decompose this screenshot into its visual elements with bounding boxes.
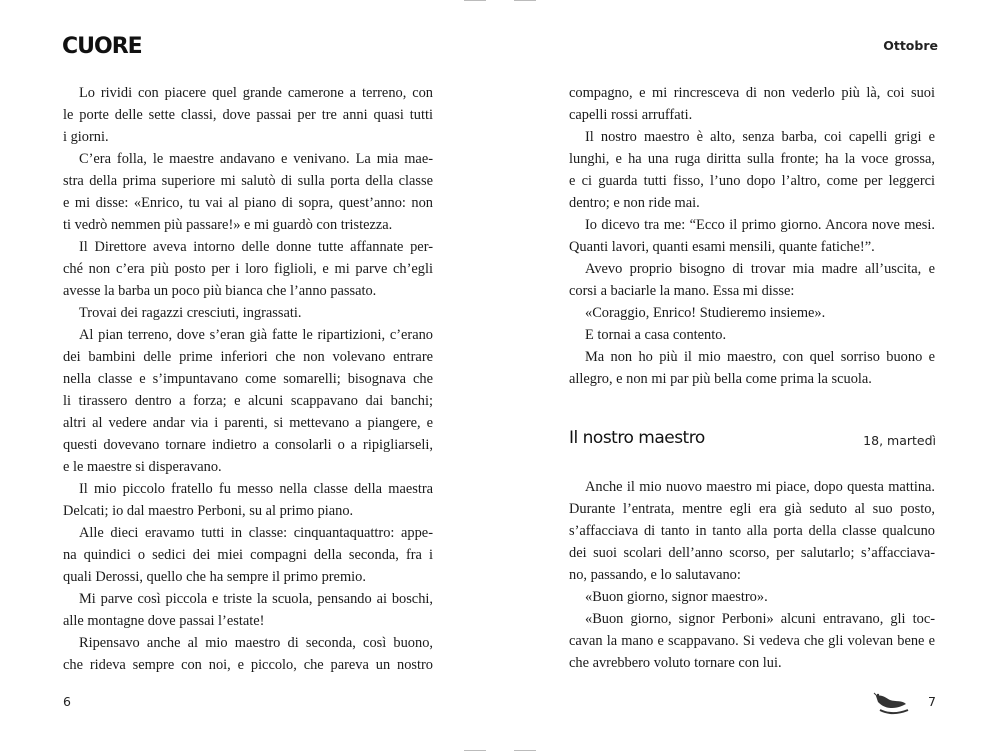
text-line: li tirassero dentro a forza; e alcuni scappavano dai banchi; bbox=[63, 393, 433, 409]
page-number-left: 6 bbox=[63, 694, 71, 709]
text-line: Al pian terreno, dove s’eran già fatte le ripartizioni, c’erano bbox=[79, 327, 433, 343]
text-line: dei suoi scolari dell’anno scorso, per salutarlo; s’affacciava- bbox=[569, 545, 935, 561]
book-logo: CUORE bbox=[62, 34, 142, 59]
text-line: e mi disse: «Enrico, tu vai al piano di sopra, quest’anno: non bbox=[63, 195, 433, 211]
text-line: «Buon giorno, signor Perboni» alcuni entravano, gli toc- bbox=[585, 611, 935, 627]
text-line: avesse la barba un poco più bianca che l’anno passato. bbox=[63, 283, 377, 299]
text-line: le porte delle sette classi, dove passai per tre anni quasi tutti bbox=[63, 107, 433, 123]
text-line: s’affacciava di tanto in tanto alla porta della classe qualcuno bbox=[569, 523, 935, 539]
text-line: i giorni. bbox=[63, 129, 109, 145]
text-line: capelli rossi arruffati. bbox=[569, 107, 693, 123]
text-line: Il mio piccolo fratello fu messo nella classe della maestra bbox=[79, 481, 433, 497]
text-line: dei bambini delle prime inferiori che non volevano entrare bbox=[63, 349, 433, 365]
text-line: E tornai a casa contento. bbox=[585, 327, 727, 343]
section-title: Il nostro maestro bbox=[569, 428, 705, 448]
text-line: Trovai dei ragazzi cresciuti, ingrassati. bbox=[79, 305, 302, 321]
text-line: questi dovevano tornare indietro a consolarli o a ripigliarseli, bbox=[63, 437, 433, 453]
text-line: e le maestre si disperavano. bbox=[63, 459, 222, 475]
text-line: Avevo proprio bisogno di trovar mia madre all’uscita, e bbox=[585, 261, 935, 277]
page-number-right: 7 bbox=[928, 694, 936, 709]
text-line: quali Derossi, quello che ha sempre il primo premio. bbox=[63, 569, 366, 585]
text-line: dentro; e non ride mai. bbox=[569, 195, 700, 211]
right-body-text-top bbox=[569, 82, 935, 390]
text-line: «Buon giorno, signor maestro». bbox=[585, 589, 768, 605]
text-line: nella classe e s’impuntavano come somarelli; bisognava che bbox=[63, 371, 433, 387]
text-line: stra della prima superiore mi salutò di sulla porta della classe bbox=[63, 173, 433, 189]
text-line: Il nostro maestro è alto, senza barba, coi capelli grigi e bbox=[585, 129, 935, 145]
text-line: lunghi, e ha una ruga diritta sulla fronte; ha la voce grossa, bbox=[569, 151, 935, 167]
text-line: Ripensavo anche al mio maestro di seconda, così buono, bbox=[79, 635, 433, 651]
text-line: che rideva sempre con noi, e piccolo, che pareva un nostro bbox=[63, 657, 433, 673]
text-line: Quanti lavori, quanti esami mensili, quante fatiche!”. bbox=[569, 239, 875, 255]
text-line: Durante l’entrata, mentre egli era già seduto al suo posto, bbox=[569, 501, 935, 517]
text-line: altri al vedere andar via i parenti, si mettevano a piangere, e bbox=[63, 415, 433, 431]
text-line: Ma non ho più il mio maestro, con quel sorriso buono e bbox=[585, 349, 935, 365]
text-line: allegro, e non mi par più bella come prima la scuola. bbox=[569, 371, 872, 387]
text-line: Il Direttore aveva intorno delle donne tutte affannate per- bbox=[79, 239, 433, 255]
text-line: na quindici o sedici dei miei compagni della seconda, fra i bbox=[63, 547, 433, 563]
text-line: Lo rividi con piacere quel grande camerone a terreno, con bbox=[79, 85, 433, 101]
text-line: ti vedrò nemmen più passare!» e mi guardò con tristezza. bbox=[63, 217, 393, 233]
text-line: cavan la mano e scappavano. Si vedeva che gli volevan bene e bbox=[569, 633, 935, 649]
section-date: 18, martedì bbox=[863, 433, 936, 448]
running-header-month: Ottobre bbox=[883, 38, 938, 53]
left-body-text bbox=[63, 82, 433, 676]
text-line: alle montagne dove passai l’estate! bbox=[63, 613, 265, 629]
text-line: no, passando, e lo salutavano: bbox=[569, 567, 741, 583]
text-line: che avrebbero voluto tornare con lui. bbox=[569, 655, 782, 671]
text-line: Alle dieci eravamo tutti in classe: cinquantaquattro: appe- bbox=[79, 525, 433, 541]
right-body-text-lower bbox=[569, 476, 935, 674]
text-line: e ci guarda tutti fisso, l’uno dopo l’altro, come per leggerci bbox=[569, 173, 935, 189]
right-page bbox=[500, 0, 1000, 754]
text-line: Anche il mio nuovo maestro mi piace, dopo questa mattina. bbox=[585, 479, 935, 495]
text-line: C’era folla, le maestre andavano e venivano. La mia mae- bbox=[79, 151, 433, 167]
text-line: ché non c’era più posto per i loro figlioli, e mi parve ch’egli bbox=[63, 261, 433, 277]
text-line: «Coraggio, Enrico! Studieremo insieme». bbox=[585, 305, 826, 321]
bird-ornament-icon bbox=[872, 690, 912, 718]
text-line: Delcati; io dal maestro Perboni, su al primo piano. bbox=[63, 503, 354, 519]
text-line: Mi parve così piccola e triste la scuola, pensando ai boschi, bbox=[79, 591, 433, 607]
text-line: corsi a baciarle la mano. Essa mi disse: bbox=[569, 283, 795, 299]
text-line: compagno, e mi rincresceva di non vederlo più là, coi suoi bbox=[569, 85, 935, 101]
text-line: Io dicevo tra me: “Ecco il primo giorno. Ancora nove mesi. bbox=[585, 217, 935, 233]
